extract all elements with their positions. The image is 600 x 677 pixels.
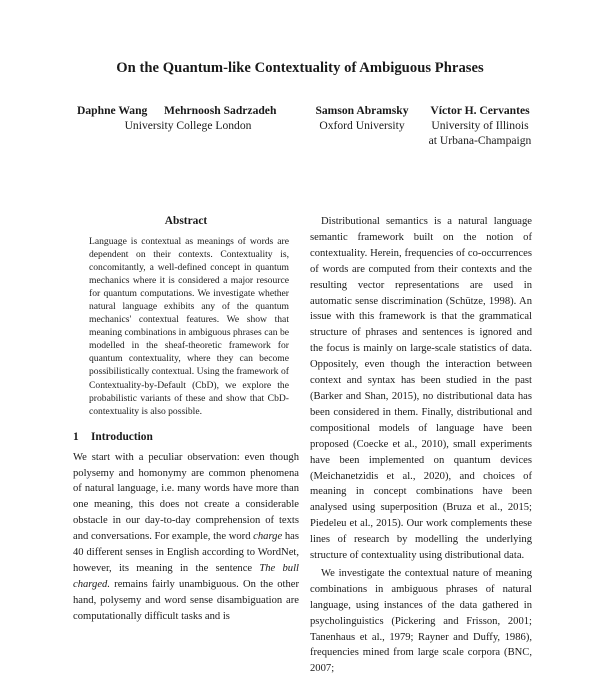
author-affiliation: Oxford University xyxy=(319,119,405,132)
author-name: Daphne Wang xyxy=(77,104,148,117)
paper-title: On the Quantum-like Contextuality of Ambiguous Phrases xyxy=(116,60,484,76)
author-affiliation: University of Illinois xyxy=(431,119,529,132)
author-name: Mehrnoosh Sadrzadeh xyxy=(164,104,277,117)
author-affiliation: at Urbana-Champaign xyxy=(428,134,532,147)
author-name: Víctor H. Cervantes xyxy=(430,104,530,117)
author-block-sadrzadeh xyxy=(164,103,276,118)
section-heading xyxy=(73,431,299,450)
section-title: Introduction xyxy=(91,430,153,443)
section-number: 1 xyxy=(73,430,79,443)
abstract-heading: Abstract xyxy=(164,215,208,227)
author-affiliation-ucl xyxy=(95,118,281,133)
abstract-text: Language is contextual as meanings of words are dependent on their contexts. Contextuality is, concomitantly, a well-defined concept in quantum mechanics where it is considered a major resource for quantum computations. We investigate whether natural language exhibits any of the quantum mechanics' contextual features. We show that meaning combinations in ambiguous phrases can be modelled in the sheaf-theoretic framework for quantum contextuality, where they can become possibilistically contextual. Using the framework of Contextuality-by-Default (CbD), we explore the probabilistic variants of these and show that CbD-contextuality is also possible. xyxy=(89,236,289,417)
author-affiliation: University College London xyxy=(124,119,252,132)
body-paragraph: Distributional semantics is a natural language semantic framework built on the notion of contextuality. Herein, frequencies of co-occurrences of words are computed from their contexts and the resulting vector representations are used in automatic sense discrimination (Schütze, 1998). An issue with this framework is that the grammatical structure of phrases and sentences is ignored and the focus is mainly on large-scale statistics of data. Oppositely, even though the interaction between context and syntax has been studied in the past (Barker and Shan, 2015), no distributional data has been considered in them. Finally, distributional and compositional models of language have been proposed (Coecke et al., 2010), small experiments have been implemented on quantum devices (Meichanetzidis et al., 2020), and choices of meaning in concept combinations have been analysed using superposition (Bruza et al., 2015; Piedeleu et al., 2015). Our work complements these lines of research by modelling the underlying structure of contextuality using distributional data. xyxy=(310,216,532,562)
author-name: Samson Abramsky xyxy=(315,104,409,117)
text-run: remains fairly unambiguous. On the other hand, polysemy and word sense disambiguation are computationally difficult tasks and is xyxy=(73,578,299,622)
example-sentence: The bull charged. xyxy=(73,563,299,590)
text-run: We start with a peculiar observation: even though polysemy and homonymy are common phenomena of natural language, i.e. many words have more than one meaning, this does not create a considerable obstacle in our day-to-day comprehension of texts and conversations. For example, the word xyxy=(73,451,299,543)
text-run: has 40 different senses in English according to WordNet, however, its meaning in the sentence xyxy=(73,531,299,574)
body-paragraph: We investigate the contextual nature of meaning combinations in ambiguous phrases of natural language, using instances of the data gathered in psycholinguistics (Pickering and Frisson, 2001; Tanenhaus et al., 1979; Rayner and Duffy, 1986), frequencies mined from large scale corpora (BNC, 2007; xyxy=(310,567,532,675)
intro-paragraph xyxy=(73,450,299,625)
example-word: charge xyxy=(253,531,283,543)
right-column xyxy=(310,214,532,677)
left-column xyxy=(73,214,299,625)
author-block-abramsky xyxy=(297,103,427,133)
author-block-wang xyxy=(77,103,147,118)
author-block-cervantes xyxy=(410,103,550,148)
